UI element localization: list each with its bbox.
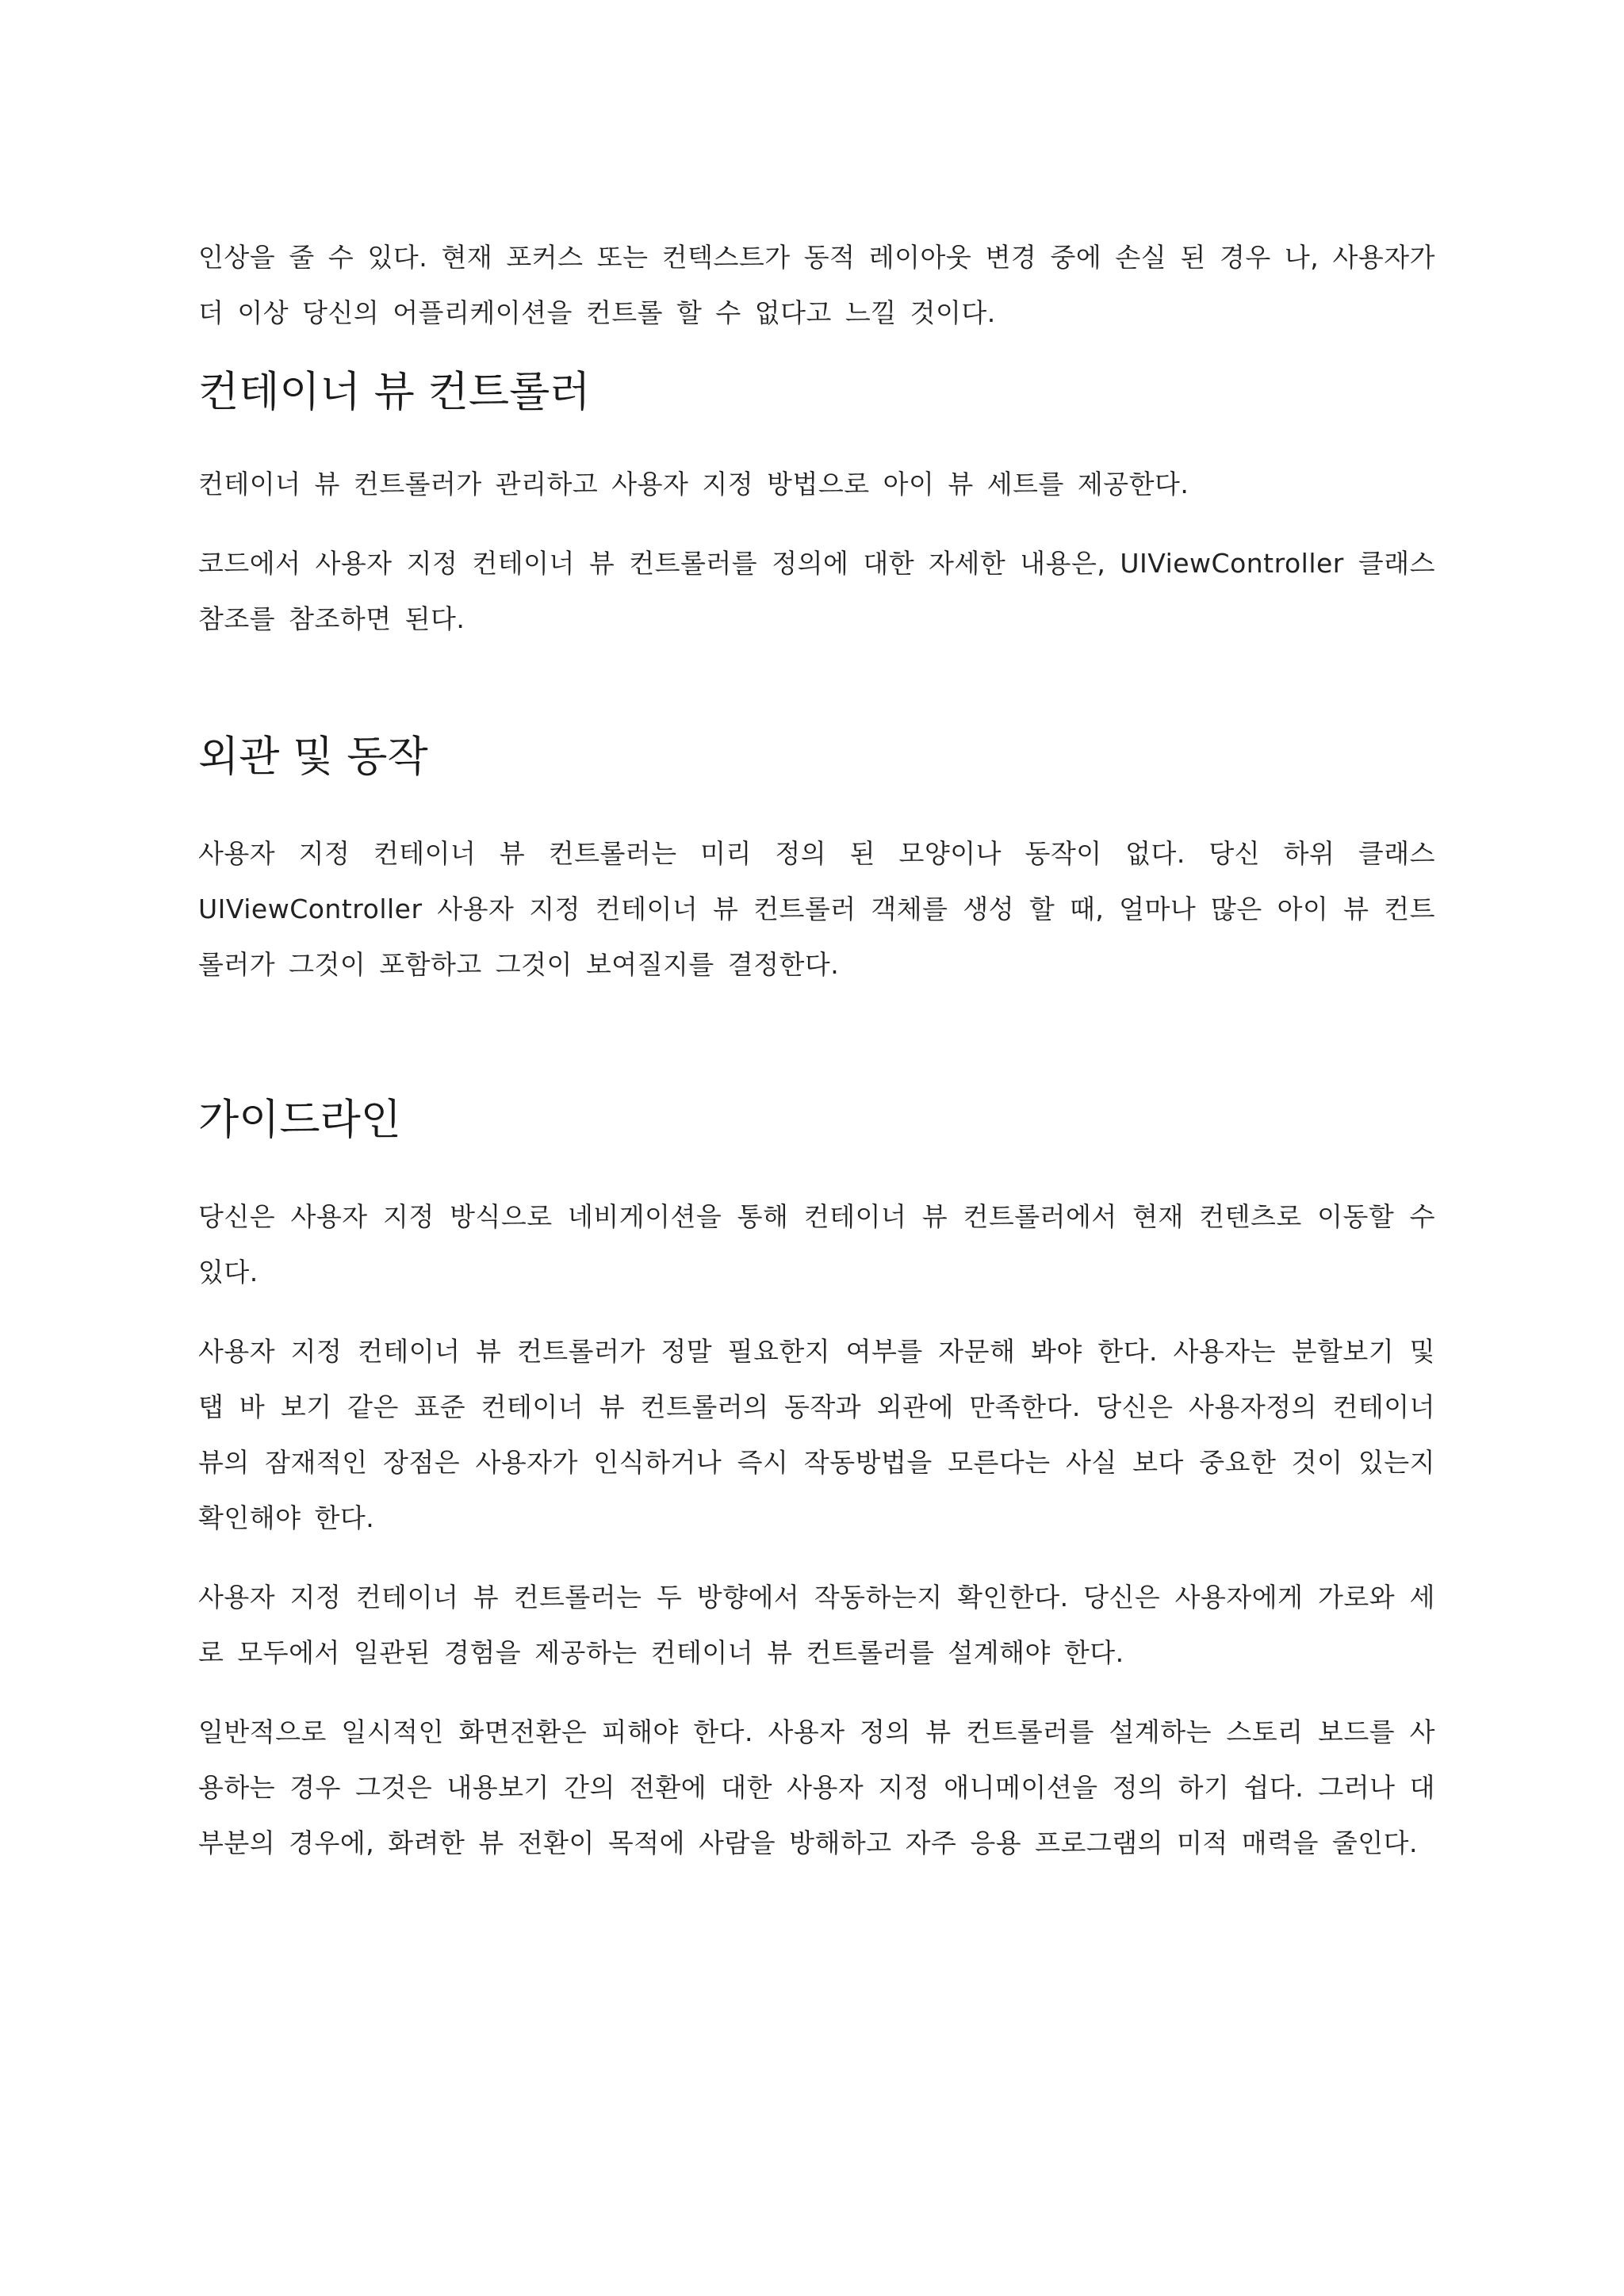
heading-guidelines: 가이드라인 — [198, 1096, 401, 1144]
guidelines-paragraph-4: 일반적으로 일시적인 화면전환은 피해야 한다. 사용자 정의 뷰 컨트롤러를 설계하는 스토리 보드를 사용하는 경우 그것은 내용보기 간의 전환에 대한 사용자 지정 애니메이션을 정의 하기 쉽다. 그러나 대부분의 경우에, 화려한 뷰 전환이 목적에 사람을 방해하고 자주 응용 프로그램의 미적 매력을 줄인다. — [198, 1716, 1435, 1858]
heading-appearance-behavior: 외관 및 동작 — [198, 733, 428, 781]
document-body — [198, 230, 1435, 1895]
heading-container-view-controller: 컨테이너 뷰 컨트롤러 — [198, 368, 591, 416]
intro-paragraph: 인상을 줄 수 있다. 현재 포커스 또는 컨텍스트가 동적 레이아웃 변경 중에 손실 된 경우 나, 사용자가 더 이상 당신의 어플리케이션을 컨트롤 할 수 없다고 느낄 것이다. — [198, 242, 1435, 328]
guidelines-paragraph-3: 사용자 지정 컨테이너 뷰 컨트롤러는 두 방향에서 작동하는지 확인한다. 당신은 사용자에게 가로와 세로 모두에서 일관된 경험을 제공하는 컨테이너 뷰 컨트롤러를 설계해야 한다. — [198, 1582, 1435, 1668]
guidelines-paragraph-1: 당신은 사용자 지정 방식으로 네비게이션을 통해 컨테이너 뷰 컨트롤러에서 현재 컨텐츠로 이동할 수 있다. — [198, 1201, 1435, 1288]
guidelines-paragraph-2: 사용자 지정 컨테이너 뷰 컨트롤러가 정말 필요한지 여부를 자문해 봐야 한다. 사용자는 분할보기 및 탭 바 보기 같은 표준 컨테이너 뷰 컨트롤러의 동작과 외관에 만족한다. 당신은 사용자정의 컨테이너 뷰의 잠재적인 장점은 사용자가 인식하거나 즉시 작동방법을 모른다는 사실 보다 중요한 것이 있는지 확인해야 한다. — [198, 1336, 1435, 1533]
appearance-paragraph-1: 사용자 지정 컨테이너 뷰 컨트롤러는 미리 정의 된 모양이나 동작이 없다. 당신 하위 클래스 UIViewController 사용자 지정 컨테이너 뷰 컨트롤러 객체를 생성 할 때, 얼마나 많은 아이 뷰 컨트롤러가 그것이 포함하고 그것이 보여질지를 결정한다. — [198, 838, 1435, 980]
container-paragraph-2: 코드에서 사용자 지정 컨테이너 뷰 컨트롤러를 정의에 대한 자세한 내용은, UIViewController 클래스 참조를 참조하면 된다. — [198, 548, 1435, 634]
container-paragraph-1: 컨테이너 뷰 컨트롤러가 관리하고 사용자 지정 방법으로 아이 뷰 세트를 제공한다. — [198, 469, 1189, 499]
